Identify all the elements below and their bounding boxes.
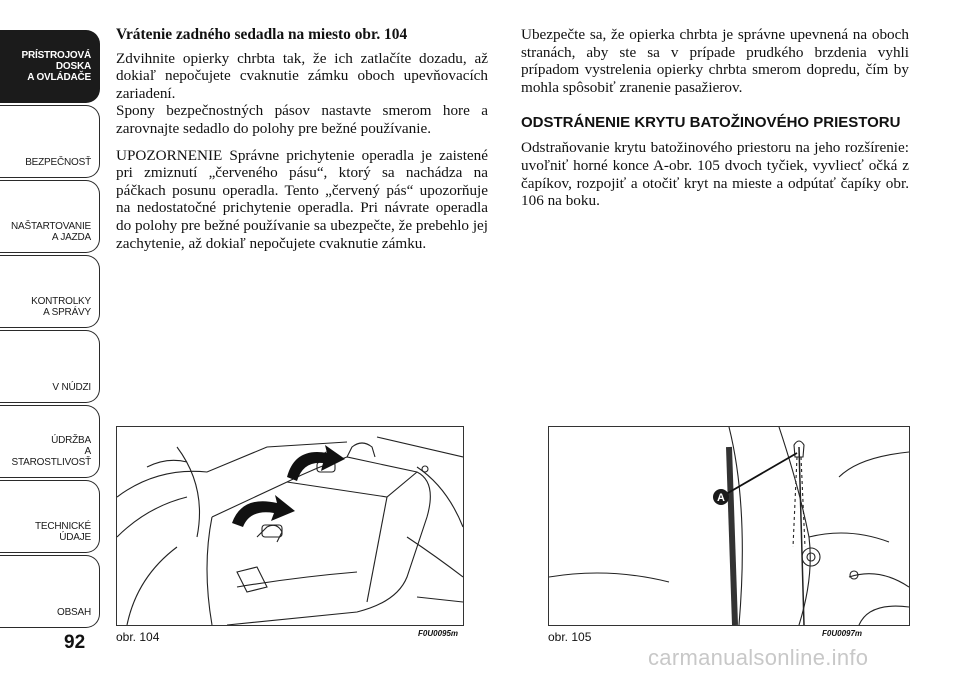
paragraph: Zdvihnite opierky chrbta tak, že ich zatlačíte dozadu, až dokiaľ nepočujete cvaknutie zámku oboch upevňovacích zariadení.: [116, 49, 488, 102]
tab-label: ÚDRŽBA A STAROSTLIVOSŤ: [11, 435, 91, 468]
tab-label: BEZPEČNOSŤ: [25, 157, 91, 168]
luggage-cover-illustration: [549, 427, 909, 625]
section-heading: Vrátenie zadného sedadla na miesto obr. 104: [116, 26, 408, 43]
warning-paragraph: UPOZORNENIE Správne prichytenie operadla je zaistené pri zmiznutí „červeného pásu“, ktorý sa nachádza na páčkach posunu operadla. Tento „červený pás“ upozorňuje na nedostatočné prichytenie operadla. Pri návrate operadla do polohy pre bežné používanie sa ubezpečte, že prebehlo jej zachytenie, až dokiaľ nepočujete cvaknutie zámku.: [116, 146, 488, 252]
figure-code: F0U0095m: [418, 629, 459, 638]
tab-nastartovanie[interactable]: [0, 180, 100, 253]
rear-seat-illustration: [117, 427, 463, 625]
paragraph: Ubezpečte sa, že opierka chrbta je správne upevnená na oboch stranách, aby ste sa v prípade prudkého brzdenia vyhli prípadom vystrelenia opierky chrbta smerom dopredu, čím by mohla spôsobiť zranenie pasažierov.: [521, 26, 909, 96]
tab-label: OBSAH: [56, 607, 91, 618]
callout-marker-a: A: [717, 492, 725, 504]
tab-label: V NÚDZI: [52, 382, 91, 393]
section-heading: ODSTRÁNENIE KRYTU BATOŽINOVÉHO PRIESTORU: [521, 114, 901, 132]
right-column: [521, 26, 909, 219]
tab-label: KONTROLKY A SPRÁVY: [31, 296, 91, 318]
tab-kontrolky[interactable]: [0, 255, 100, 328]
tab-bezpecnost[interactable]: [0, 105, 100, 178]
tab-udrzba[interactable]: [0, 405, 100, 478]
watermark: carmanualsonline.info: [648, 645, 869, 670]
tab-label: NAŠTARTOVANIE A JAZDA: [10, 221, 91, 243]
figure-label: obr. 104: [116, 630, 160, 644]
paragraph: Odstraňovanie krytu batožinového priestoru na jeho rozšírenie: uvoľniť horné konce A-obr. 105 dvoch tyčiek, vyvliecť očká z čapíkov, rozpojiť a otočiť kryt na mieste a odpútať čapíky obr. 106 na boku.: [521, 139, 909, 210]
page-number: 92: [64, 632, 86, 653]
tab-v-nudzi[interactable]: [0, 330, 100, 403]
figure-104: [116, 426, 464, 626]
figure-code: F0U0097m: [822, 629, 863, 638]
tab-label: PRÍSTROJOVÁ DOSKA A OVLÁDAČE: [21, 50, 91, 83]
tab-technicke-udaje[interactable]: [0, 480, 100, 553]
figure-105: [548, 426, 910, 626]
tab-obsah[interactable]: [0, 555, 100, 628]
left-column: [116, 26, 488, 261]
tab-label: TECHNICKÉ ÚDAJE: [35, 521, 91, 543]
figure-label: obr. 105: [548, 630, 592, 644]
tab-pristrojova-doska[interactable]: [0, 30, 100, 103]
paragraph: Spony bezpečnostných pásov nastavte smerom hore a zarovnajte sedadlo do polohy pre bežné používanie.: [116, 102, 488, 137]
